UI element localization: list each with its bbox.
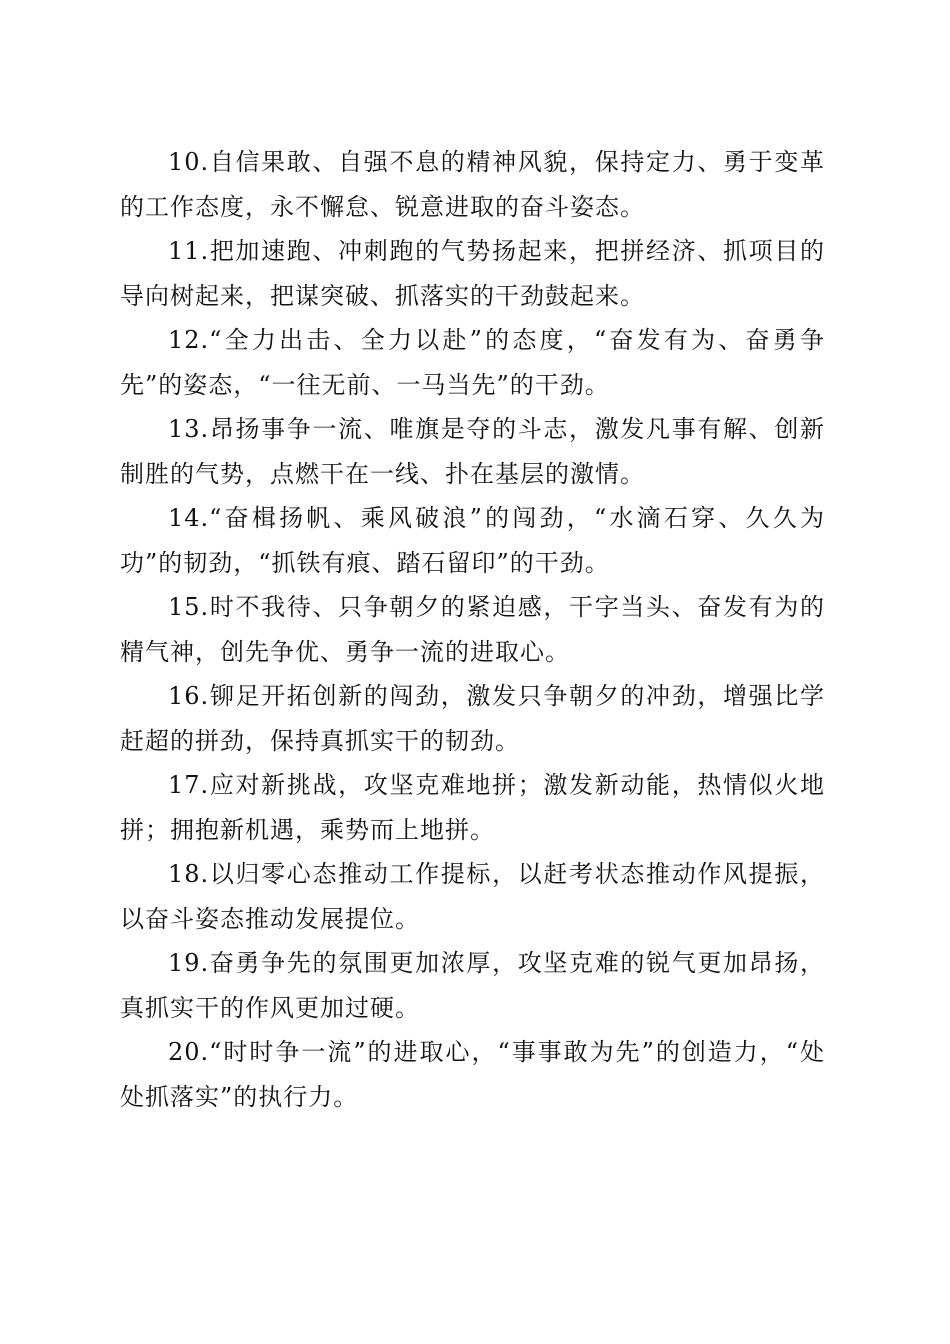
paragraph-17: 17.应对新挑战，攻坚克难地拼；激发新动能，热情似火地拼；拥抱新机遇，乘势而上地拼。	[120, 771, 825, 844]
paragraph-15: 15.时不我待、只争朝夕的紧迫感，干字当头、奋发有为的精气神，创先争优、勇争一流的进取心。	[120, 593, 825, 666]
paragraph-20: 20.“时时争一流”的进取心，“事事敢为先”的创造力，“处处抓落实”的执行力。	[120, 1038, 825, 1111]
paragraph-10: 10.自信果敢、自强不息的精神风貌，保持定力、勇于变革的工作态度，永不懈怠、锐意进取的奋斗姿态。	[120, 148, 825, 221]
paragraph-11: 11.把加速跑、冲刺跑的气势扬起来，把拼经济、抓项目的导向树起来，把谋突破、抓落实的干劲鼓起来。	[120, 237, 825, 310]
paragraph-18: 18.以归零心态推动工作提标，以赶考状态推动作风提振，以奋斗姿态推动发展提位。	[120, 860, 825, 933]
paragraph-12: 12.“全力出击、全力以赴”的态度，“奋发有为、奋勇争先”的姿态，“一往无前、一马当先”的干劲。	[120, 326, 825, 399]
paragraph-19: 19.奋勇争先的氛围更加浓厚，攻坚克难的锐气更加昂扬，真抓实干的作风更加过硬。	[120, 949, 825, 1022]
paragraph-13: 13.昂扬事争一流、唯旗是夺的斗志，激发凡事有解、创新制胜的气势，点燃干在一线、扑在基层的激情。	[120, 415, 825, 488]
document-body	[120, 140, 825, 1119]
paragraph-16: 16.铆足开拓创新的闯劲，激发只争朝夕的冲劲，增强比学赶超的拼劲，保持真抓实干的韧劲。	[120, 682, 825, 755]
paragraph-14: 14.“奋楫扬帆、乘风破浪”的闯劲，“水滴石穿、久久为功”的韧劲，“抓铁有痕、踏石留印”的干劲。	[120, 504, 825, 577]
